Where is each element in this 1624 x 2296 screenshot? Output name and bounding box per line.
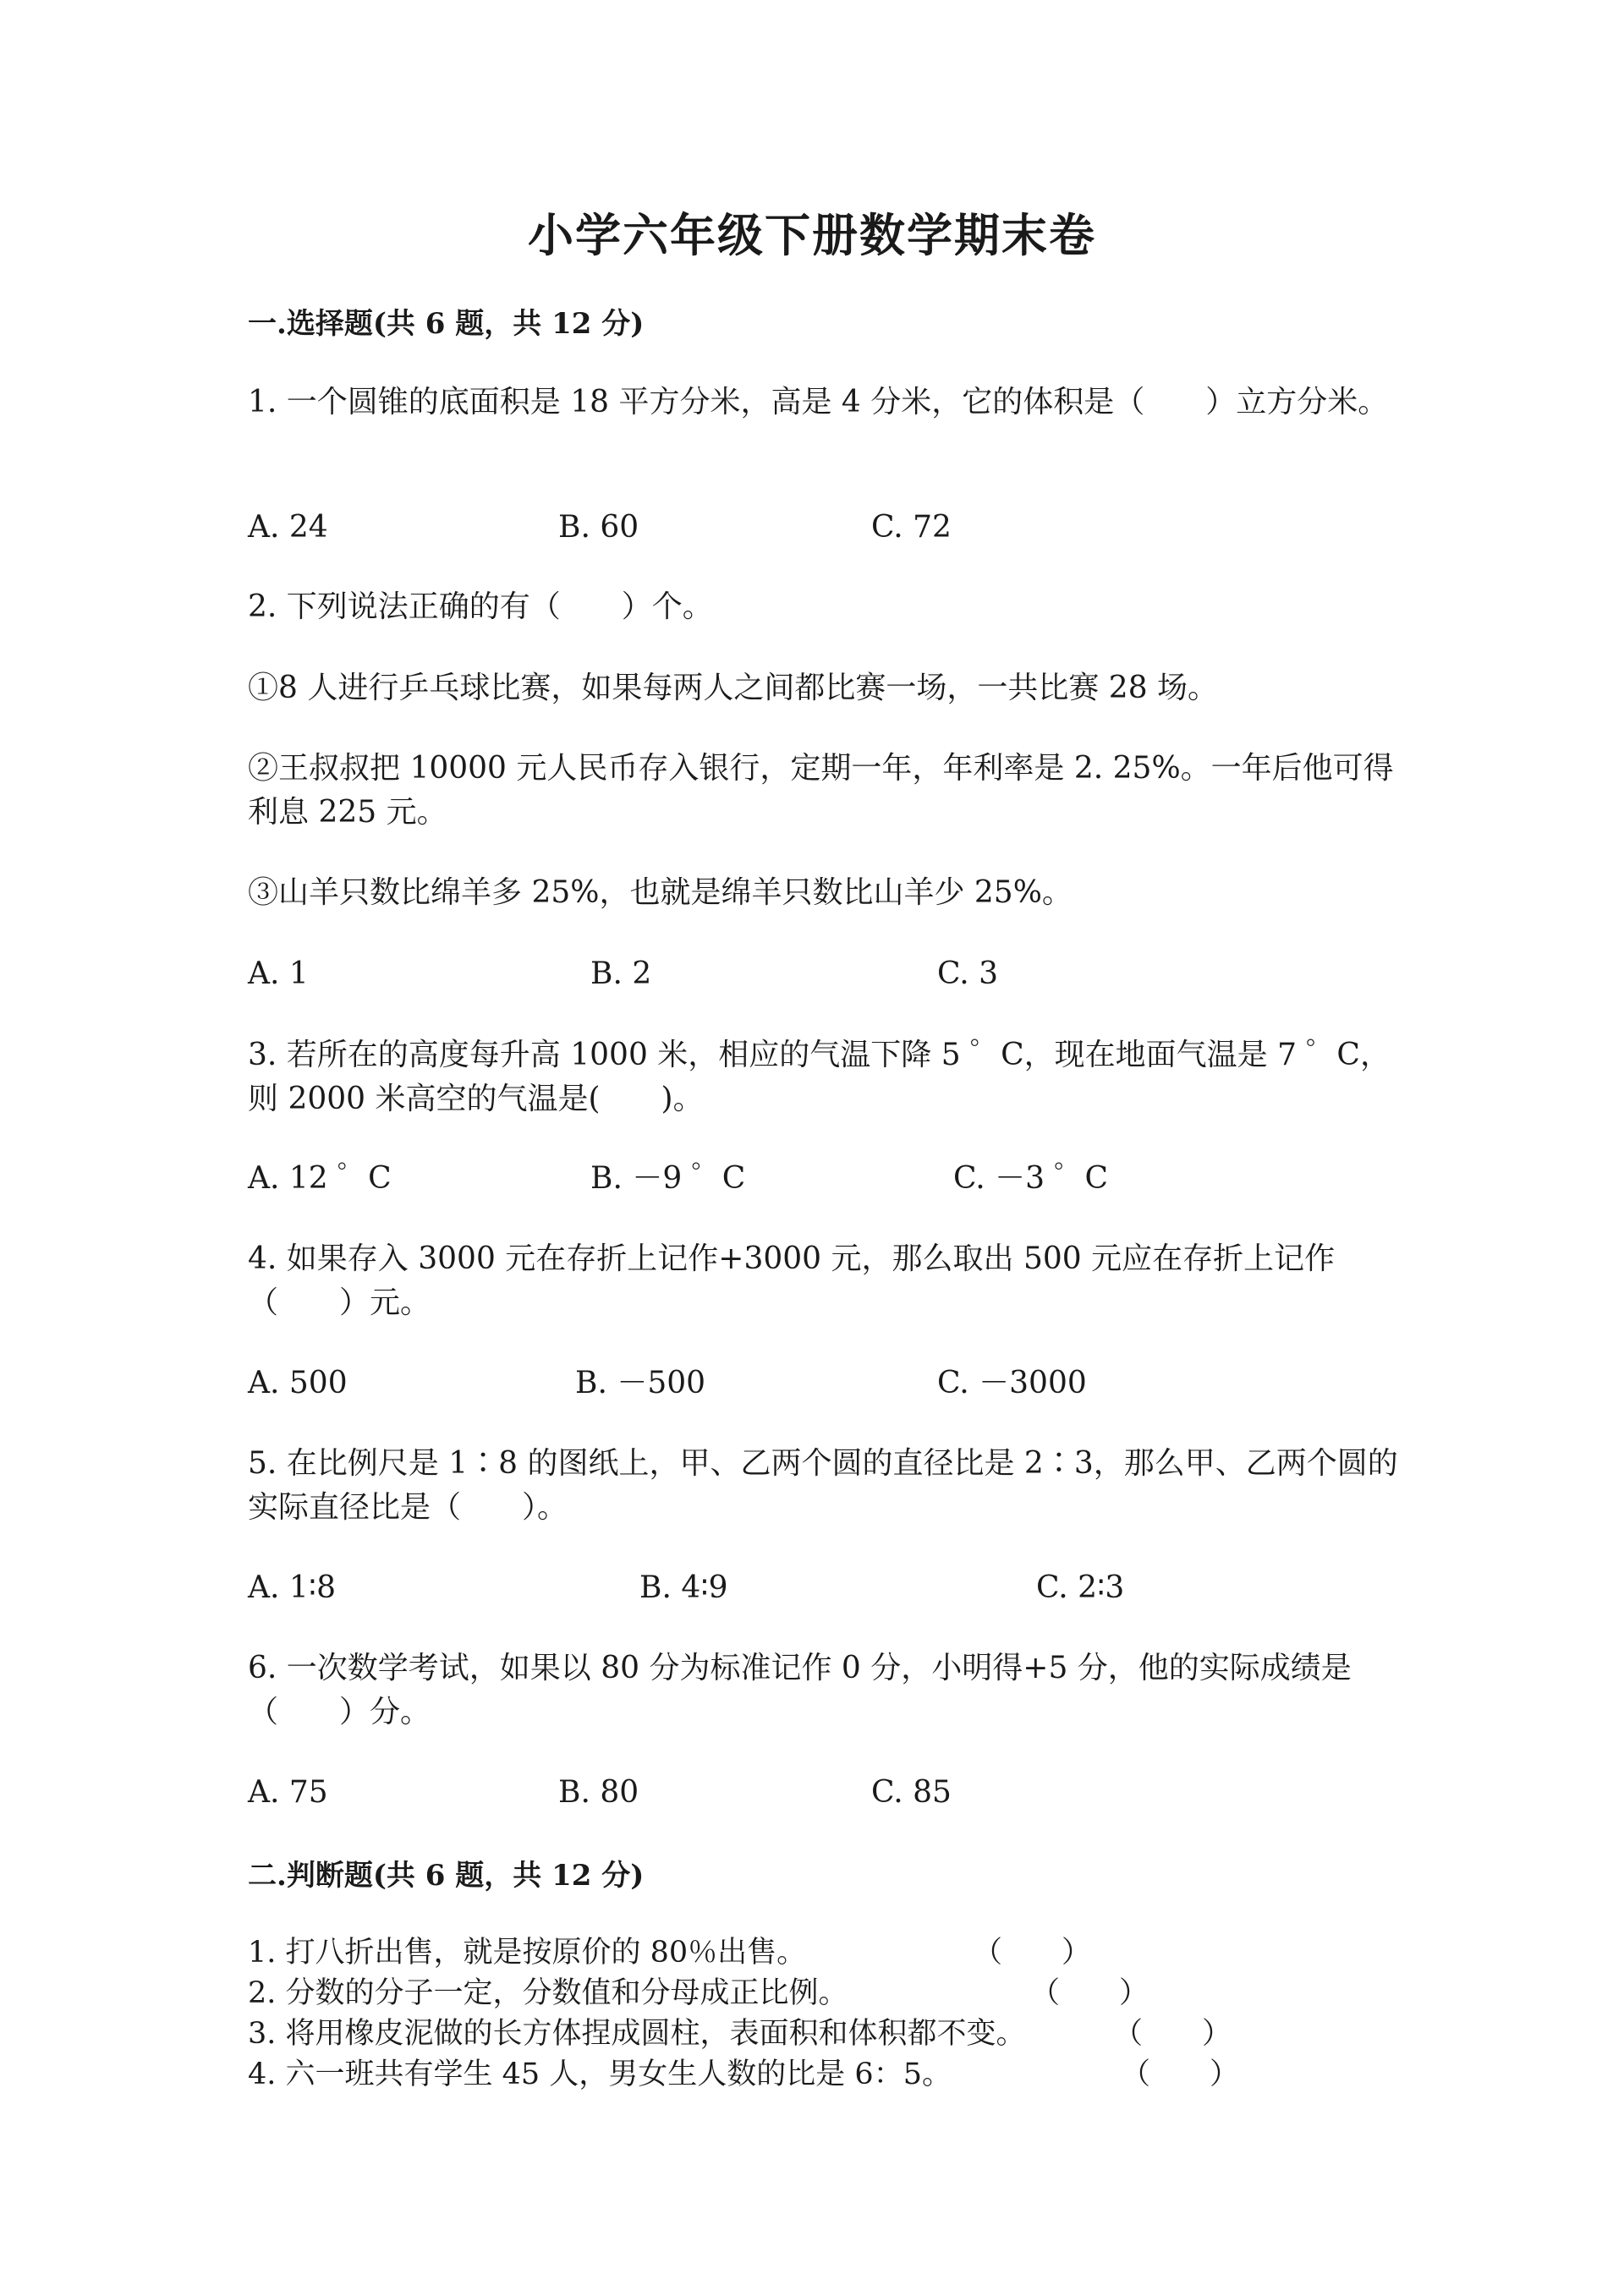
question-6-option-a: A. 75 [248,1775,328,1810]
question-3-option-a: A. 12 ゜C [248,1161,392,1196]
question-6-stem: 6. 一次数学考试，如果以 80 分为标准记作 0 分，小明得+5 分，他的实际成绩是（ ）分。 [248,1651,1352,1729]
question-2-statement-1: ①8 人进行乒乓球比赛，如果每两人之间都比赛一场，一共比赛 28 场。 [248,671,1219,705]
section-heading-judgement: 二.判断题(共 6 题，共 12 分) [248,1859,645,1893]
judgement-item-1: 1. 打八折出售，就是按原价的 80％出售。 [248,1936,807,1970]
page-title: 小学六年级下册数学期末卷 [528,208,1096,262]
judgement-item-2: 2. 分数的分子一定，分数值和分母成正比例。 [248,1976,848,2010]
question-1-option-c: C. 72 [871,510,952,545]
judgement-item-4: 4. 六一班共有学生 45 人，男女生人数的比是 6：5。 [248,2058,952,2091]
question-5-option-a: A. 1∶8 [248,1570,337,1605]
question-4-option-c: C. －3000 [937,1366,1087,1400]
question-4-option-b: B. －500 [575,1366,706,1400]
question-2-option-a: A. 1 [248,956,309,991]
judgement-item-3-answer-blank: （ ） [1113,2017,1232,2051]
question-5-stem: 5. 在比例尺是 1∶8 的图纸上，甲、乙两个圆的直径比是 2∶3，那么甲、乙两个圆的实际直径比是（ ）。 [248,1446,1398,1525]
question-2-statement-2: ②王叔叔把 10000 元人民币存入银行，定期一年，年利率是 2. 25%。一年后他可得利息 225 元。 [248,751,1394,830]
question-2-statement-3: ③山羊只数比绵羊多 25%，也就是绵羊只数比山羊少 25%。 [248,875,1073,910]
question-1-option-a: A. 24 [248,510,328,545]
question-5-option-b: B. 4∶9 [639,1570,728,1605]
question-5-option-c: C. 2∶3 [1036,1570,1125,1605]
question-3-option-c: C. －3 ゜C [953,1161,1109,1196]
question-6-option-c: C. 85 [871,1775,952,1810]
judgement-item-3: 3. 将用橡皮泥做的长方体捏成圆柱，表面积和体积都不变。 [248,2017,1026,2051]
question-2-option-b: B. 2 [590,956,652,991]
judgement-item-1-answer-blank: （ ） [973,1936,1092,1970]
judgement-item-4-answer-blank: （ ） [1121,2058,1240,2091]
section-heading-choice: 一.选择题(共 6 题，共 12 分) [248,307,645,341]
question-3-option-b: B. －9 ゜C [590,1161,746,1196]
question-2-stem: 2. 下列说法正确的有（ ）个。 [248,589,713,624]
question-3-stem: 3. 若所在的高度每升高 1000 米，相应的气温下降 5 ゜C，现在地面气温是 7 ゜C，则 2000 米高空的气温是( )。 [248,1038,1391,1116]
question-4-option-a: A. 500 [248,1366,348,1400]
question-4-stem: 4. 如果存入 3000 元在存折上记作+3000 元，那么取出 500 元应在存折上记作（ ）元。 [248,1241,1336,1320]
question-6-option-b: B. 80 [558,1775,639,1810]
question-1-stem: 1. 一个圆锥的底面积是 18 平方分米，高是 4 分米，它的体积是（ ）立方分米。 [248,385,1389,419]
question-1-option-b: B. 60 [558,510,639,545]
question-2-option-c: C. 3 [937,956,999,991]
judgement-item-2-answer-blank: （ ） [1030,1976,1149,2010]
